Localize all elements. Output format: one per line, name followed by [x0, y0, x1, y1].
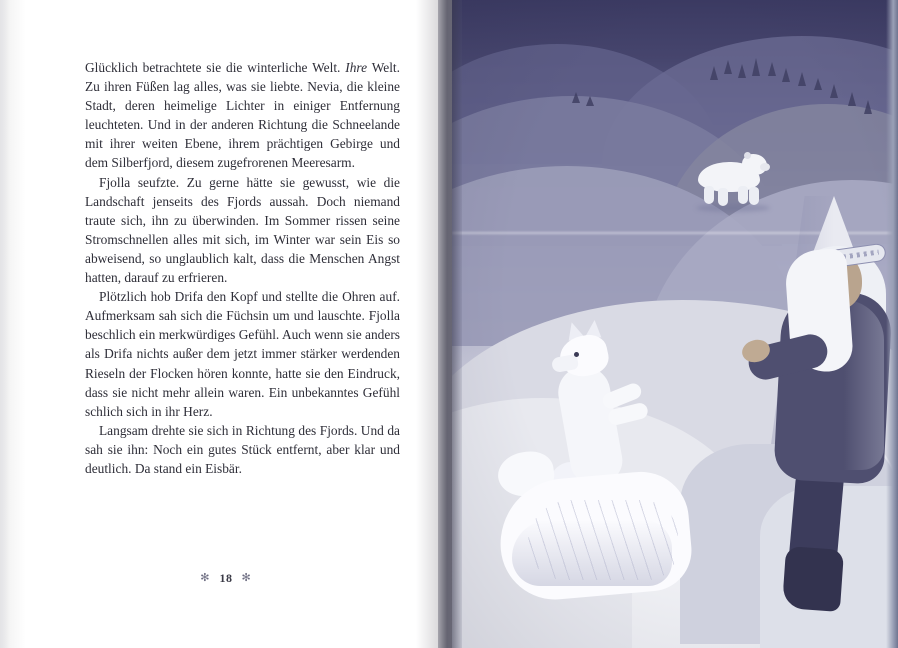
distant-fir-icon: [782, 68, 790, 82]
polar-bear-leg: [738, 186, 748, 204]
distant-fir-icon: [724, 60, 732, 74]
distant-fir-icon: [830, 84, 838, 98]
paragraph-4: Langsam drehte sie sich in Richtung des Fjords. Und da sah sie ihn: Noch ein gutes Stück entfernt, aber klar und deutlich. Da stand ein Eisbär.: [85, 422, 400, 476]
left-page-edge: [0, 0, 10, 648]
distant-fir-icon: [864, 100, 872, 114]
polar-bear-snout: [760, 163, 770, 171]
ornament-left-icon: ✻: [200, 572, 211, 584]
page-number: 18: [219, 571, 233, 585]
polar-bear-leg: [704, 186, 714, 204]
distant-fir-icon: [798, 72, 806, 86]
fox-eye: [574, 352, 579, 357]
fox-tail-fur-lines: [528, 500, 678, 580]
polar-bear-ear: [744, 152, 751, 159]
girl-boot: [782, 546, 844, 612]
ornament-right-icon: ✻: [241, 572, 252, 584]
distant-fir-icon: [768, 62, 776, 76]
polar-bear-leg: [718, 188, 728, 206]
distant-fir-icon: [710, 66, 718, 80]
distant-fir-icon: [814, 78, 822, 90]
distant-fir-icon: [848, 92, 856, 106]
distant-fir-icon: [572, 92, 580, 103]
body-text: [85, 58, 400, 478]
paragraph-1: Glücklich betrachtete sie die winterliche Welt. Ihre Welt. Zu ihren Füßen lag alles, was sie liebte. Nevia, die kleine Stadt, deren heimelige Lichter in einiger Entfernung leuchteten. Und in der anderen Richtung die Schneelande mit ihrer weiten Ebene, ihrem prächtigen Gebirge und dem Silberfjord, diesem zugefrorenen Meeresarm.: [85, 60, 401, 171]
paragraph-3: Plötzlich hob Drifa den Kopf und stellte die Ohren auf. Aufmerksam sah sich die Füchsin um und lauschte. Fjolla beschlich ein merkwürdiges Gefühl. Auch wenn sie anders als Drifa nichts außer dem jetzt immer stärker werdenden Rieseln der Flocken hören konnte, hatte sie den Eindruck, dass sie nicht mehr allein waren. Ein unbekanntes Gefühl schlich sich in ihr Herz.: [85, 289, 400, 419]
distant-fir-icon: [586, 96, 594, 106]
polar-bear: [692, 152, 770, 210]
distant-fir-icon: [752, 58, 760, 76]
polar-bear-leg: [749, 187, 759, 205]
paragraph-2: Fjolla seufzte. Zu gerne hätte sie gewusst, wie die Landschaft jenseits des Fjords aussah. Doch niemand traute sich, ihn zu überwinden. Im Sommer rissen seine Stromschnellen alles mit sich, im Winter war sein Eis so abweisend, so unglaublich kalt, dass die Menschen Angst hatten, darauf zu erfrieren.: [85, 174, 400, 286]
folio: [0, 571, 452, 586]
left-page-gutter-shadow: [416, 0, 452, 648]
distant-fir-icon: [738, 64, 746, 78]
